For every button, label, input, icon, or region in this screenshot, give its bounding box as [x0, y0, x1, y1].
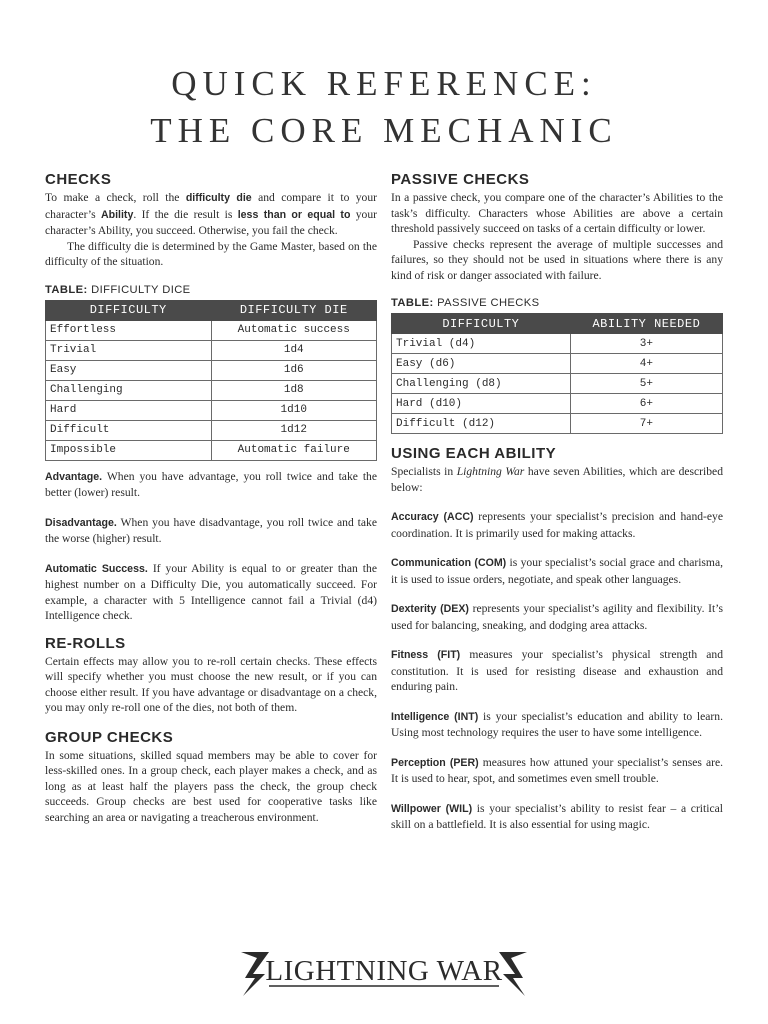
rule-term: Disadvantage. [45, 516, 117, 529]
checks-heading: CHECKS [45, 171, 112, 188]
checks-term: less than or equal to [237, 208, 351, 221]
table-cell: Effortless [46, 320, 212, 340]
table-cell: Difficult (d12) [392, 414, 571, 434]
ability-accuracy [391, 509, 723, 541]
title-line-1: QUICK REFERENCE: [171, 64, 597, 103]
table-cell: Impossible [46, 440, 212, 460]
table-row [46, 380, 377, 400]
lightning-bolt-icon [239, 944, 529, 1000]
table-cell: Automatic success [211, 320, 377, 340]
ability-intelligence [391, 709, 723, 741]
table-row [46, 400, 377, 420]
ability-text: measures your specialist’s physical strength and constitution. It is used for resisting disease and exhaustion and enduring pain. [391, 648, 723, 693]
checks-paragraph-1 [45, 190, 377, 239]
table-row [392, 334, 723, 354]
ability-text: represents your specialist’s precision and hand-eye coordination. It is primarily used for making attacks. [391, 510, 723, 540]
page-title [0, 60, 768, 154]
checks-term: difficulty die [185, 192, 252, 204]
table-cell: Hard (d10) [392, 394, 571, 414]
passive-table-caption [391, 297, 723, 309]
table-cell: 4+ [570, 354, 722, 374]
checks-text: and compare it to your character’s [45, 191, 378, 221]
checks-text: To make a check, roll the [45, 191, 186, 204]
ability-term: Willpower (WIL) [391, 802, 473, 815]
caption-label: TABLE: [391, 297, 434, 309]
caption-text: PASSIVE CHECKS [433, 297, 540, 309]
passive-checks-heading: PASSIVE CHECKS [391, 171, 530, 188]
group-checks-heading: GROUP CHECKS [45, 728, 174, 746]
table-cell: 1d12 [211, 420, 377, 440]
automatic-success-rule [45, 561, 377, 624]
table-row [46, 320, 377, 340]
rule-text: When you have advantage, you roll twice and take the better (lower) result. [45, 469, 377, 499]
ability-term: Perception (PER) [391, 756, 479, 769]
left-column [45, 170, 377, 825]
table-cell: Trivial (d4) [392, 334, 571, 354]
table-row [46, 360, 377, 380]
table-cell: 5+ [570, 374, 722, 394]
ability-text: represents your specialist’s agility and flexibility. It’s used for balancing, sneaking, and dodging area attacks. [391, 602, 723, 632]
disadvantage-rule [45, 515, 377, 547]
table-row [46, 340, 377, 360]
game-title: Lightning War [456, 465, 525, 478]
rerolls-heading: RE-ROLLS [45, 634, 126, 652]
rule-term: Advantage. [45, 470, 103, 483]
intro-text: Specialists in [391, 465, 457, 478]
table-row [46, 440, 377, 460]
ability-fitness [391, 647, 723, 695]
table-cell: Automatic failure [211, 440, 377, 460]
table-cell: 1d10 [211, 400, 377, 420]
table-cell: Trivial [46, 340, 212, 360]
table-row [392, 354, 723, 374]
ability-text: is your specialist’s social grace and charisma, it is used to issue orders, negotiate, and speak other languages. [391, 556, 723, 586]
rerolls-text: Certain effects may allow you to re-roll certain checks. These effects will specify whether you must choose the new result, or if you can choose either result. If you have advantage or disadvantage on a check, you may only re-roll one of the dies, not both of them. [45, 654, 377, 714]
ability-text: measures how attuned your specialist’s senses are. It is used to hear, spot, and sometimes even smell trouble. [391, 755, 724, 785]
abilities-intro [391, 464, 723, 495]
ability-communication [391, 555, 723, 587]
difficulty-table-caption [45, 284, 377, 296]
checks-text: your character’s Ability, you succeed. Otherwise, you fail the check. [45, 207, 378, 237]
passive-checks-table [391, 313, 723, 434]
ability-text: is your specialist’s education and ability to learn. Using most technology requires the user to have some intelligence. [391, 709, 723, 739]
table-cell: Challenging (d8) [392, 374, 571, 394]
ability-term: Accuracy (ACC) [391, 511, 474, 523]
checks-term: Ability [100, 208, 134, 221]
table-row [392, 414, 723, 434]
column-header: DIFFICULTY DIE [211, 300, 377, 320]
column-header: DIFFICULTY [392, 314, 571, 334]
abilities-heading: USING EACH ABILITY [391, 445, 557, 462]
difficulty-dice-table [45, 300, 377, 461]
passive-paragraph-2: Passive checks represent the average of multiple successes and failures, so they should not be used in situations where there is any kind of risk or danger associated with failure. [391, 237, 723, 282]
intro-text: have seven Abilities, which are described below: [391, 465, 723, 494]
table-cell: 3+ [570, 334, 722, 354]
ability-term: Intelligence (INT) [391, 710, 479, 723]
rule-text: When you have disadvantage, you roll twice and take the worse (higher) result. [45, 515, 377, 545]
table-header-row [392, 314, 723, 334]
logo-text: LIGHTNING WAR [265, 955, 503, 987]
right-column [391, 170, 723, 833]
checks-text: . If the die result is [133, 207, 238, 221]
ability-term: Fitness (FIT) [391, 649, 461, 661]
ability-text: is your specialist’s ability to resist fear – a critical skill on a battlefield. It is also essential for using magic. [391, 801, 723, 831]
caption-label: TABLE: [45, 283, 88, 296]
table-cell: Difficult [46, 420, 212, 440]
table-cell: 1d8 [211, 380, 377, 400]
table-header-row [46, 300, 377, 320]
ability-willpower [391, 801, 723, 833]
table-row [392, 394, 723, 414]
table-cell: Easy [46, 360, 212, 380]
title-line-2: THE CORE MECHANIC [150, 111, 618, 150]
table-cell: 1d6 [211, 360, 377, 380]
table-cell: 1d4 [211, 340, 377, 360]
group-checks-text: In some situations, skilled squad members may be able to cover for less-skilled ones. In a group check, each player makes a check, and as long as at least half the players pass the check, the group check succeeds. Group checks are best used for cooperative tasks like searching an area or navigating a treacherous environment. [45, 748, 377, 824]
ability-term: Communication (COM) [391, 557, 507, 569]
passive-paragraph-1: In a passive check, you compare one of the character’s Abilities to the task’s difficulty. Characters whose Abilities are above a certain threshold passively succeed on tasks of a certain difficulty or lower. [391, 191, 723, 235]
lightning-war-logo [0, 944, 768, 1000]
ability-term: Dexterity (DEX) [391, 603, 469, 615]
ability-dexterity [391, 601, 723, 633]
table-cell: Hard [46, 400, 212, 420]
table-row [392, 374, 723, 394]
table-row [46, 420, 377, 440]
ability-perception [391, 755, 723, 787]
caption-text: DIFFICULTY DICE [87, 283, 191, 296]
advantage-rule [45, 469, 377, 501]
column-header: ABILITY NEEDED [570, 314, 722, 334]
column-header: DIFFICULTY [46, 300, 212, 320]
table-cell: 6+ [570, 394, 722, 414]
checks-paragraph-2: The difficulty die is determined by the Game Master, based on the difficulty of the situation. [45, 239, 377, 268]
table-cell: 7+ [570, 414, 722, 434]
table-cell: Challenging [46, 380, 212, 400]
rule-text: If your Ability is equal to or greater than the highest number on a Difficulty Die, you automatically succeed. For example, a character with 5 Intelligence cannot fail a Trivial (d4) Intelligence check. [45, 561, 377, 622]
table-cell: Easy (d6) [392, 354, 571, 374]
rule-term: Automatic Success. [45, 562, 148, 575]
